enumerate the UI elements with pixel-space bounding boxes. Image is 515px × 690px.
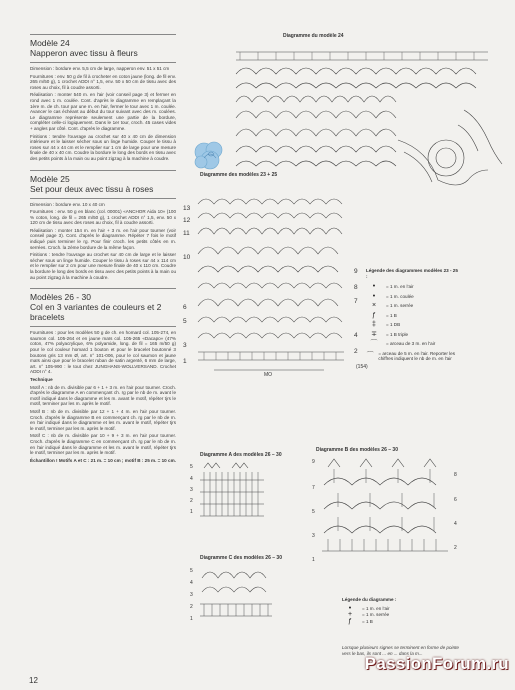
diagram-2325-title: Diagramme des modèles 23 + 25 [200, 172, 278, 178]
row-number: 4 [190, 476, 193, 482]
row-number: 1 [190, 616, 193, 622]
model-26-30-paragraph: Motif B : nb de m. divisible par 12 + 1 + 4 m. en l'air pour tourner. Croch. d'après le diagramme B en commençant ch. rg par le nb de m. en l'air indiqué dans le diagramme et les m. avant le motif, répéter tjrs le motif, terminer par les m. après le motif. [30, 408, 176, 431]
row-number: 1 [312, 557, 315, 563]
double-crochet-icon: ƒ [372, 311, 376, 319]
legend-text: = 1 m. serrée [386, 303, 414, 308]
row-number: 4 [454, 521, 457, 527]
legend-text: = 1 m. serrée [362, 612, 390, 617]
model-24-paragraph: Finitions : tendre l'ouvrage au crochet sur 40 x 40 cm de dimension intérieure et le laisser sécher sous un linge humide. Couper le tissu à roses sur 44 x 44 cm et le remplier sur 1 cm de large pour une mesure finale de 40 x 40 cm. Coudre la bordure le long des bords en tissu avec des petits points à la main ou au point zigzag à la machine à coudre. [30, 133, 176, 161]
row-number: 1 [183, 358, 187, 365]
model-26-30-paragraph: Motif C : nb de m. divisible par 10 + 9 + 3 m. en l'air pour tourner. Croch. d'après le diagramme C en commençant ch. rg par le nb de m. en l'air indiqué dans le diagramme et les m. avant le motif, répéter tjrs le motif, terminer par les m. après le motif. [30, 433, 176, 456]
model-24-paragraph: Fournitures : env. 50 g de fil à crocheter en coton jaune (long. de fil env. 265 m/50 g), 1 crochet ADDI n° 1,5, env. 50 x 50 cm de tissu avec des roses au choix, fil à coudre assorti. [30, 73, 176, 90]
model-25-paragraph: Dimension : bordure env. 10 x 40 cm [30, 201, 105, 207]
diagram-a-title: Diagramme A des modèles 26 – 30 [200, 452, 282, 458]
legend-item [366, 322, 458, 328]
legend-item [366, 332, 458, 338]
diagram-c-chart [198, 564, 278, 628]
legend-text: = 1 m. en l'air [386, 284, 414, 289]
rose-motif-icon [190, 138, 230, 174]
text-column [30, 30, 176, 463]
diagram-a-chart [198, 460, 268, 524]
model-25-paragraph: Finitions : tendre l'ouvrage au crochet sur 40 cm de large et le laisser sécher sous un linge humide. Couper le tissu à roses sur 44 x 114 cm et le remplier sur 2 cm pour une mesure finale de 40 x 110 cm. Coudre la bordure le long des bords en tissu avec des petits points à la main ou au point zigzag à la machine à coudre. [30, 252, 176, 280]
row-number: 3 [183, 342, 187, 349]
diagram-24-title: Diagramme du modèle 24 [283, 33, 344, 39]
legend-text: = 1 B triple [386, 331, 409, 337]
row-number: 4 [190, 580, 193, 586]
row-number: 1 [190, 509, 193, 515]
legend-item [366, 294, 458, 300]
legend-text: = 1 m. coulée [386, 293, 414, 299]
row-number: 4 [354, 332, 358, 339]
row-number: 5 [312, 509, 315, 515]
separator [30, 34, 176, 35]
chain-stitch-icon: • [372, 283, 376, 290]
row-number: 2 [454, 545, 457, 551]
double-crochet-icon: ƒ [348, 617, 352, 625]
legend-small [342, 597, 462, 625]
row-number: 7 [354, 298, 358, 305]
gauge-paragraph: Échantillon ! Motifs A et C : 21 m. = 10 cm ; motif B : 25 m. = 10 cm. [30, 457, 176, 463]
separator [30, 198, 176, 199]
row-number: 5 [183, 318, 187, 325]
model-24-paragraph: Dimension : bordure env. 5,5 cm de large, napperon env. 51 x 51 cm [30, 66, 170, 71]
row-number: 6 [454, 497, 457, 503]
single-crochet-icon: × [371, 302, 377, 309]
row-number: 9 [312, 459, 315, 465]
row-number: 5 [190, 464, 193, 470]
legend-item [342, 606, 462, 612]
diagram-b-title: Diagramme B des modèles 26 – 30 [316, 447, 398, 453]
model-25-title: Set pour deux avec tissu à roses [30, 183, 154, 194]
row-number: 7 [312, 485, 315, 491]
legend-main [366, 268, 458, 366]
separator [30, 170, 176, 171]
chain-stitch-icon: • [348, 604, 352, 612]
separator [30, 326, 176, 327]
model-24-head: Modèle 24 [30, 38, 70, 48]
row-number: 3 [190, 592, 193, 598]
model-26-30-head: Modèles 26 - 30 [30, 292, 91, 303]
watermark-logo: PassionForum.ru [364, 654, 509, 673]
legend-text: = 1 B [362, 618, 373, 624]
slip-stitch-icon: • [372, 292, 376, 300]
legend-small-title: Légende du diagramme : [342, 597, 397, 602]
mo-label: MO [264, 372, 273, 378]
legend-note: Lorsque plusieurs signes se terminent en forme de pointe vers le bas, ils sont ... en ... dans la m... [342, 645, 459, 656]
row-number: 5 [190, 568, 193, 574]
legend-text: = 1 DB [386, 322, 401, 327]
legend-text: = arceau de 5 m. en l'air. Reporter les chiffres indiquent le nb de m. en l'air [378, 350, 456, 361]
row-number: 3 [190, 487, 193, 493]
model-25-head: Modèle 25 [30, 173, 70, 184]
row-number: 2 [190, 498, 193, 504]
triple-treble-icon: ∓ [371, 330, 377, 338]
row-number: 9 [354, 268, 358, 275]
legend-main-title: Légende des diagrammes modèles 23 - 25 : [366, 268, 458, 279]
legend-text: = 1 m. en l'air [362, 605, 390, 611]
row-number: 6 [183, 304, 187, 311]
model-26-30-title: Col en 3 variantes de couleurs et 2 bracelets [30, 302, 162, 323]
row-number: 3 [312, 533, 315, 539]
treble-crochet-icon: ‡ [372, 321, 376, 328]
row-number: 8 [454, 472, 457, 478]
row-number: 2 [354, 348, 358, 355]
legend-item [366, 313, 458, 319]
single-crochet-icon: + [347, 611, 353, 618]
model-25-paragraph: Fournitures : env. 50 g en blanc (col. 00001) «ANCHOR Aida 10» (100 % coton, long. de fil = 265 m/50 g), 1 crochet ADDI n° 1,5, env. 50 x 120 cm de tissu avec des roses au choix, fil à coudre assorti. [30, 209, 176, 226]
technique-heading: Technique [30, 376, 53, 382]
legend-item [342, 612, 462, 618]
diagram-2325-chart [194, 182, 354, 382]
legend-item [366, 284, 458, 290]
model-26-30-paragraph: Fournitures : pour les modèles 50 g de ch. en homard col. 105-274, en saumon col. 105-264 et en jaune maïs col. 105-265 «Dacapo» (47% coton, 47% polyacrylique, 6% polyamide, long. de fil = 165 m/50 g) pour le col couleur homard 1 bouton et pour le bracelet boutonné 3 boutons gris 13 mm Ø, art. n° 101-006, pour le col saumon et jaune maïs ainsi que pour le bracelet ruban de satin argenté, 6 mm de large, art. n° 105-990 : le tout chez JUNGHANS-WOLLVERSAND. Crochet ADDI n° 4. [30, 330, 176, 375]
model-25-paragraph: Réalisation : monter 154 m. en l'air + 3 m. en l'air pour tourner (voir conseil page 3). Cont. d'après le diagramme. Répéter 7 fois le motif indiqué puis terminer le rg. Pour finir croch. les petits côtés en m. serrées. Croch. la 2ème bordure de la même façon. [30, 227, 176, 250]
arch-3-icon: ⌒ [370, 340, 378, 347]
row-number: 12 [183, 217, 191, 224]
diagram-c-title: Diagramme C des modèles 26 – 30 [200, 555, 282, 561]
legend-item [366, 303, 458, 309]
legend-text: = 1 B [386, 312, 397, 318]
legend-item [342, 619, 462, 625]
row-number: 10 [183, 254, 191, 261]
row-number: 8 [354, 284, 358, 291]
arch-5-icon: ⌒ [366, 352, 374, 360]
row-number: 13 [183, 205, 191, 212]
model-26-30-paragraph: Motif A : nb de m. divisible par 6 + 1 + 3 m. en l'air pour tourner. Croch. d'après le diagramme A en commençant ch. rg par le nb de m. avant le motif indiqué dans le diagramme et les m. avant le motif, répéter tjrs le motif, terminer par les m. après le motif. [30, 384, 176, 407]
model-24-title: Napperon avec tissu à fleurs [30, 48, 138, 58]
diagram-b-chart [320, 455, 452, 565]
legend-text: = arceau de 3 m. en l'air [386, 341, 436, 346]
model-24-paragraph: Réalisation : monter 540 m. en l'air (voir conseil page 3) et fermer en rond avec 1 m. coulée. Cont. d'après le diagramme en remplaçant la 1ère m. de ch. tour par une m. en l'air, fermer le tour avec 1 m. coulée. Avancer le cas échéant au début du tour suivant avec des m. coulées. Le diagramme représente seulement une partie de la bordure, compléter celle-ci logiquement. Dans le 1er tour, croch. 45 cases vides + angles par côté. Cont. d'après le diagramme. [30, 92, 176, 131]
legend-item [366, 351, 458, 362]
separator [30, 62, 176, 63]
row-number: 11 [183, 230, 190, 237]
page-number: 12 [29, 676, 38, 685]
separator [30, 288, 176, 289]
label-154: (154) [356, 364, 368, 370]
legend-item [366, 341, 458, 347]
row-number: 2 [190, 604, 193, 610]
